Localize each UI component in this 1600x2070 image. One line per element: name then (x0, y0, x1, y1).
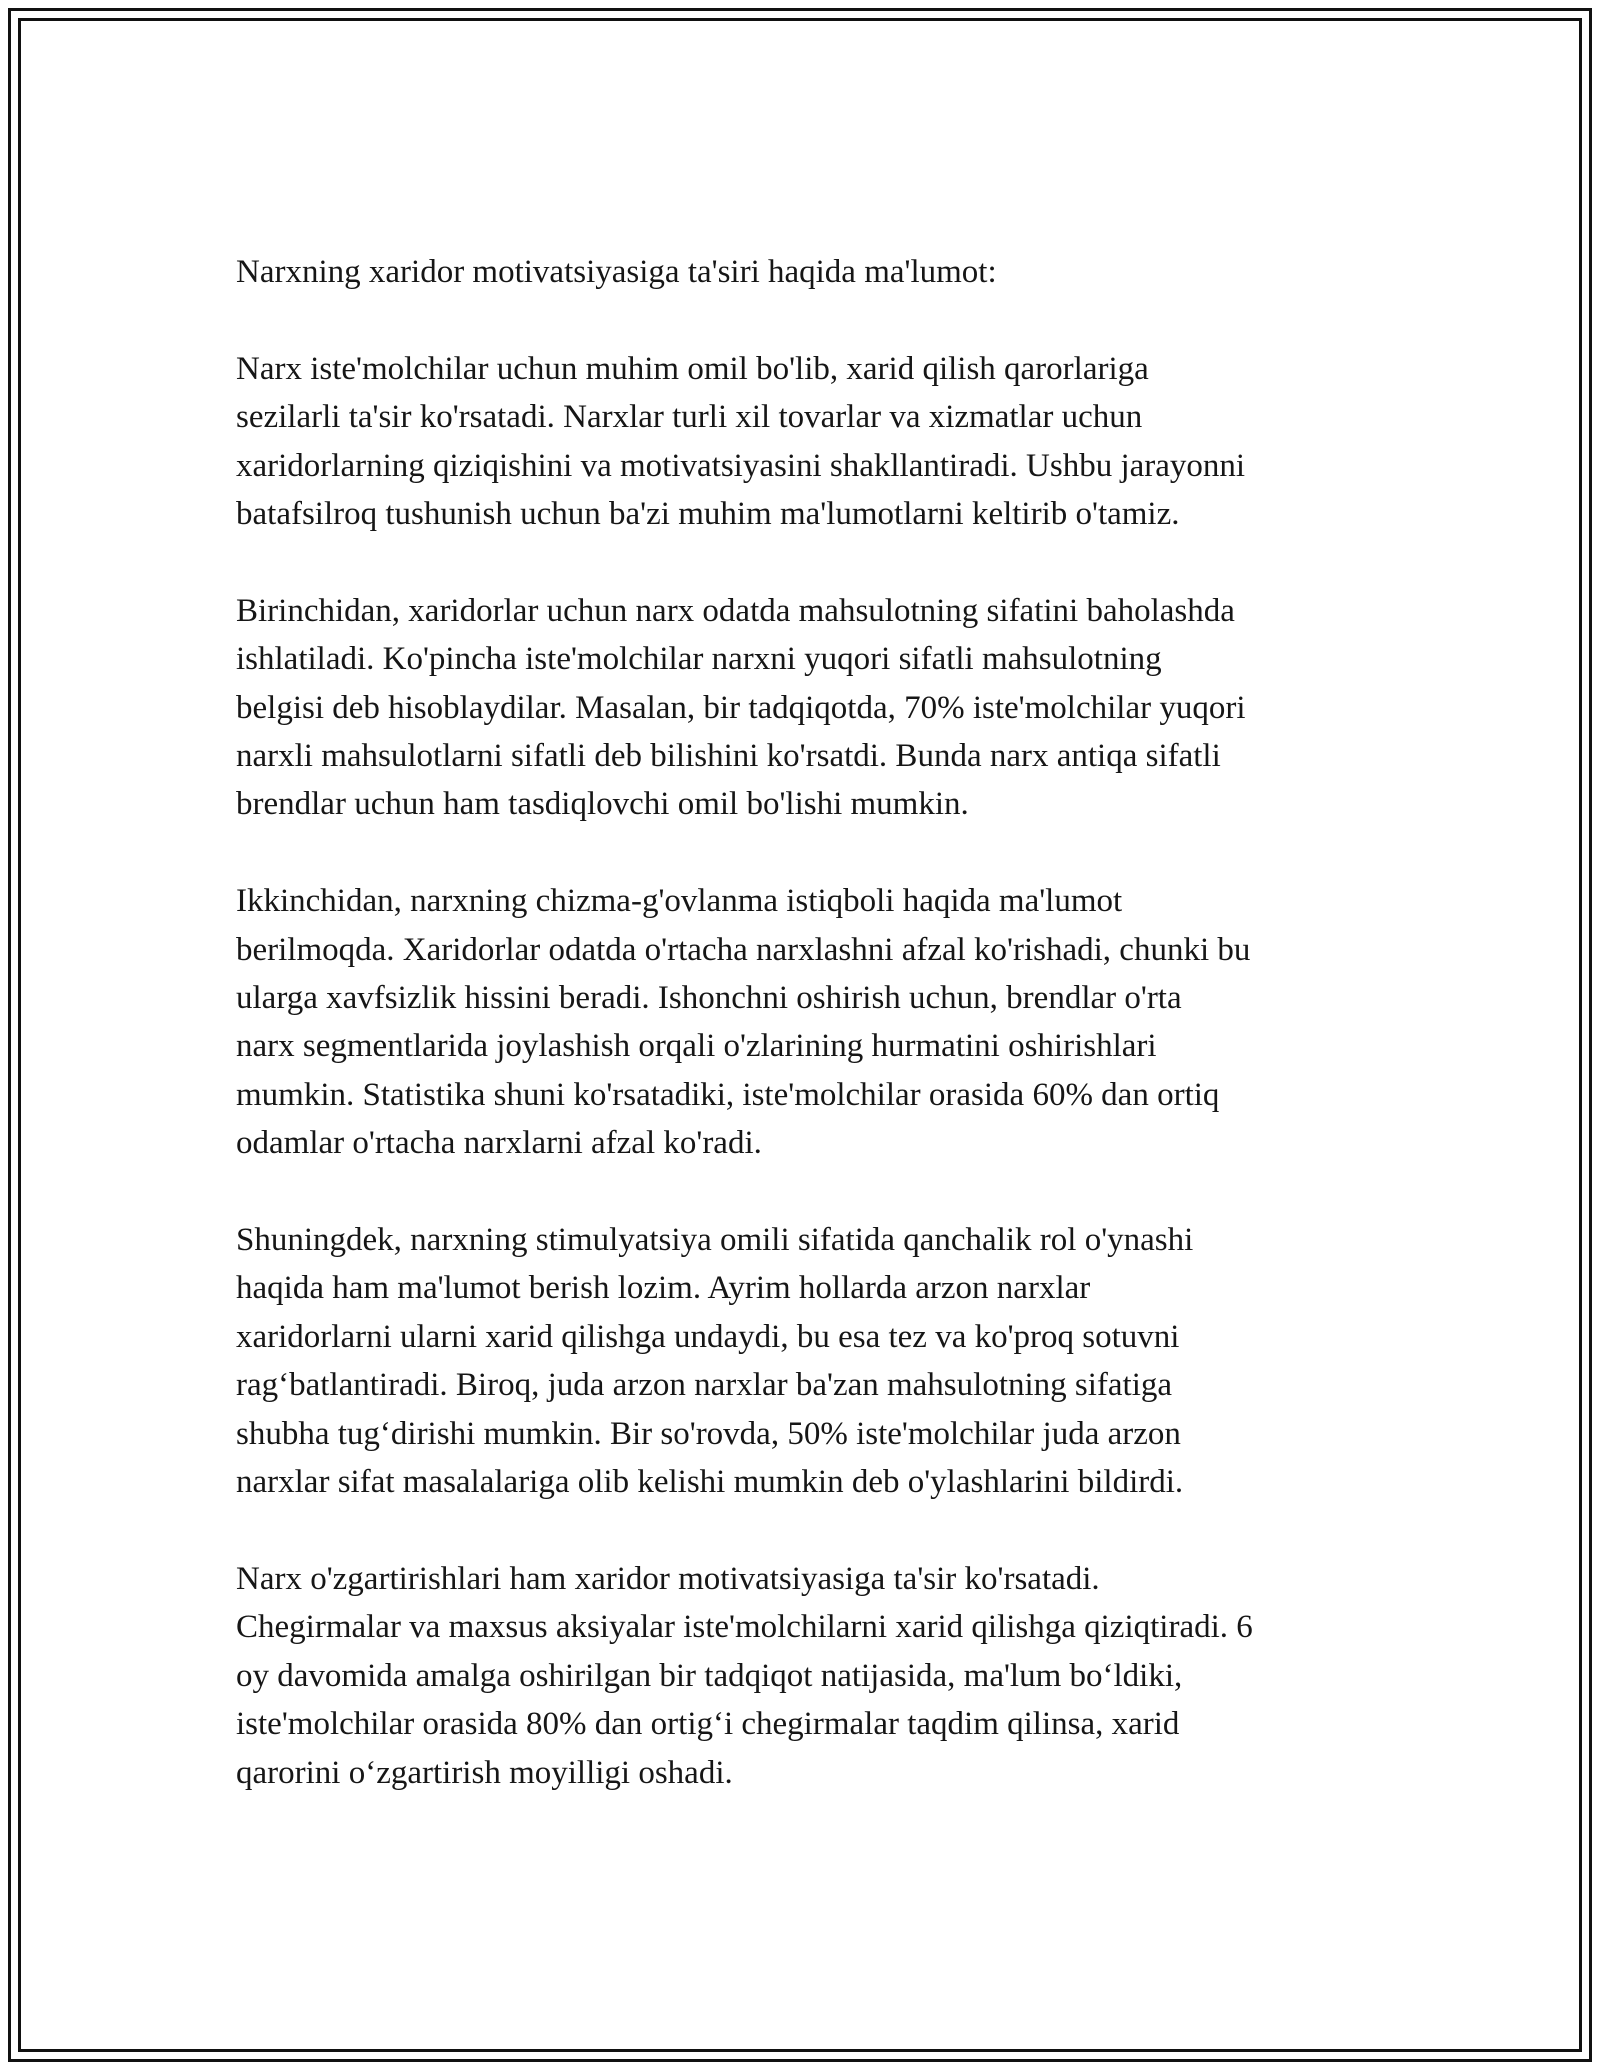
document-body (236, 248, 1376, 1845)
paragraph-5: Narx o'zgartirishlari ham xaridor motivatsiyasiga ta'sir ko'rsatadi. Chegirmalar va maxsus aksiyalar iste'molchilarni xarid qilishga qiziqtiradi. 6 oy davomida amalga oshirilgan bir tadqiqot natijasida, ma'lum bo‘ldiki, iste'molchilar orasida 80% dan ortig‘i chegirmalar taqdim qilinsa, xarid qarorini o‘zgartirish moyilligi oshadi. (236, 1560, 1253, 1791)
paragraph-3: Ikkinchidan, narxning chizma-g'ovlanma istiqboli haqida ma'lumot berilmoqda. Xaridorlar odatda o'rtacha narxlashni afzal ko'rishadi, chunki bu ularga xavfsizlik hissini beradi. Ishonchni oshirish uchun, brendlar o'rta narx segmentlarida joylashish orqali o'zlarining hurmatini oshirishlari mumkin. Statistika shuni ko'rsatadiki, iste'molchilar orasida 60% dan ortiq odamlar o'rtacha narxlarni afzal ko'radi. (236, 883, 1251, 1162)
paragraph-2: Birinchidan, xaridorlar uchun narx odatda mahsulotning sifatini baholashda ishlatiladi. Ko'pincha iste'molchilar narxni yuqori sifatli mahsulotning belgisi deb hisoblaydilar. Masalan, bir tadqiqotda, 70% iste'molchilar yuqori narxli mahsulotlarni sifatli deb bilishini ko'rsatdi. Bunda narx antiqa sifatli brendlar uchun ham tasdiqlovchi omil bo'lishi mumkin. (236, 592, 1246, 823)
paragraph-1: Narx iste'molchilar uchun muhim omil bo'lib, xarid qilish qarorlariga sezilarli ta'sir ko'rsatadi. Narxlar turli xil tovarlar va xizmatlar uchun xaridorlarning qiziqishini va motivatsiyasini shakllantiradi. Ushbu jarayonni batafsilroq tushunish uchun ba'zi muhim ma'lumotlarni keltirib o'tamiz. (236, 350, 1246, 533)
document-title: Narxning xaridor motivatsiyasiga ta'siri haqida ma'lumot: (236, 254, 997, 290)
paragraph-4: Shuningdek, narxning stimulyatsiya omili sifatida qanchalik rol o'ynashi haqida ham ma'lumot berish lozim. Ayrim hollarda arzon narxlar xaridorlarni ularni xarid qilishga undaydi, bu esa tez va ko'proq sotuvni rag‘batlantiradi. Biroq, juda arzon narxlar ba'zan mahsulotning sifatiga shubha tug‘dirishi mumkin. Bir so'rovda, 50% iste'molchilar juda arzon narxlar sifat masalalariga olib kelishi mumkin deb o'ylashlarini bildirdi. (236, 1222, 1194, 1501)
